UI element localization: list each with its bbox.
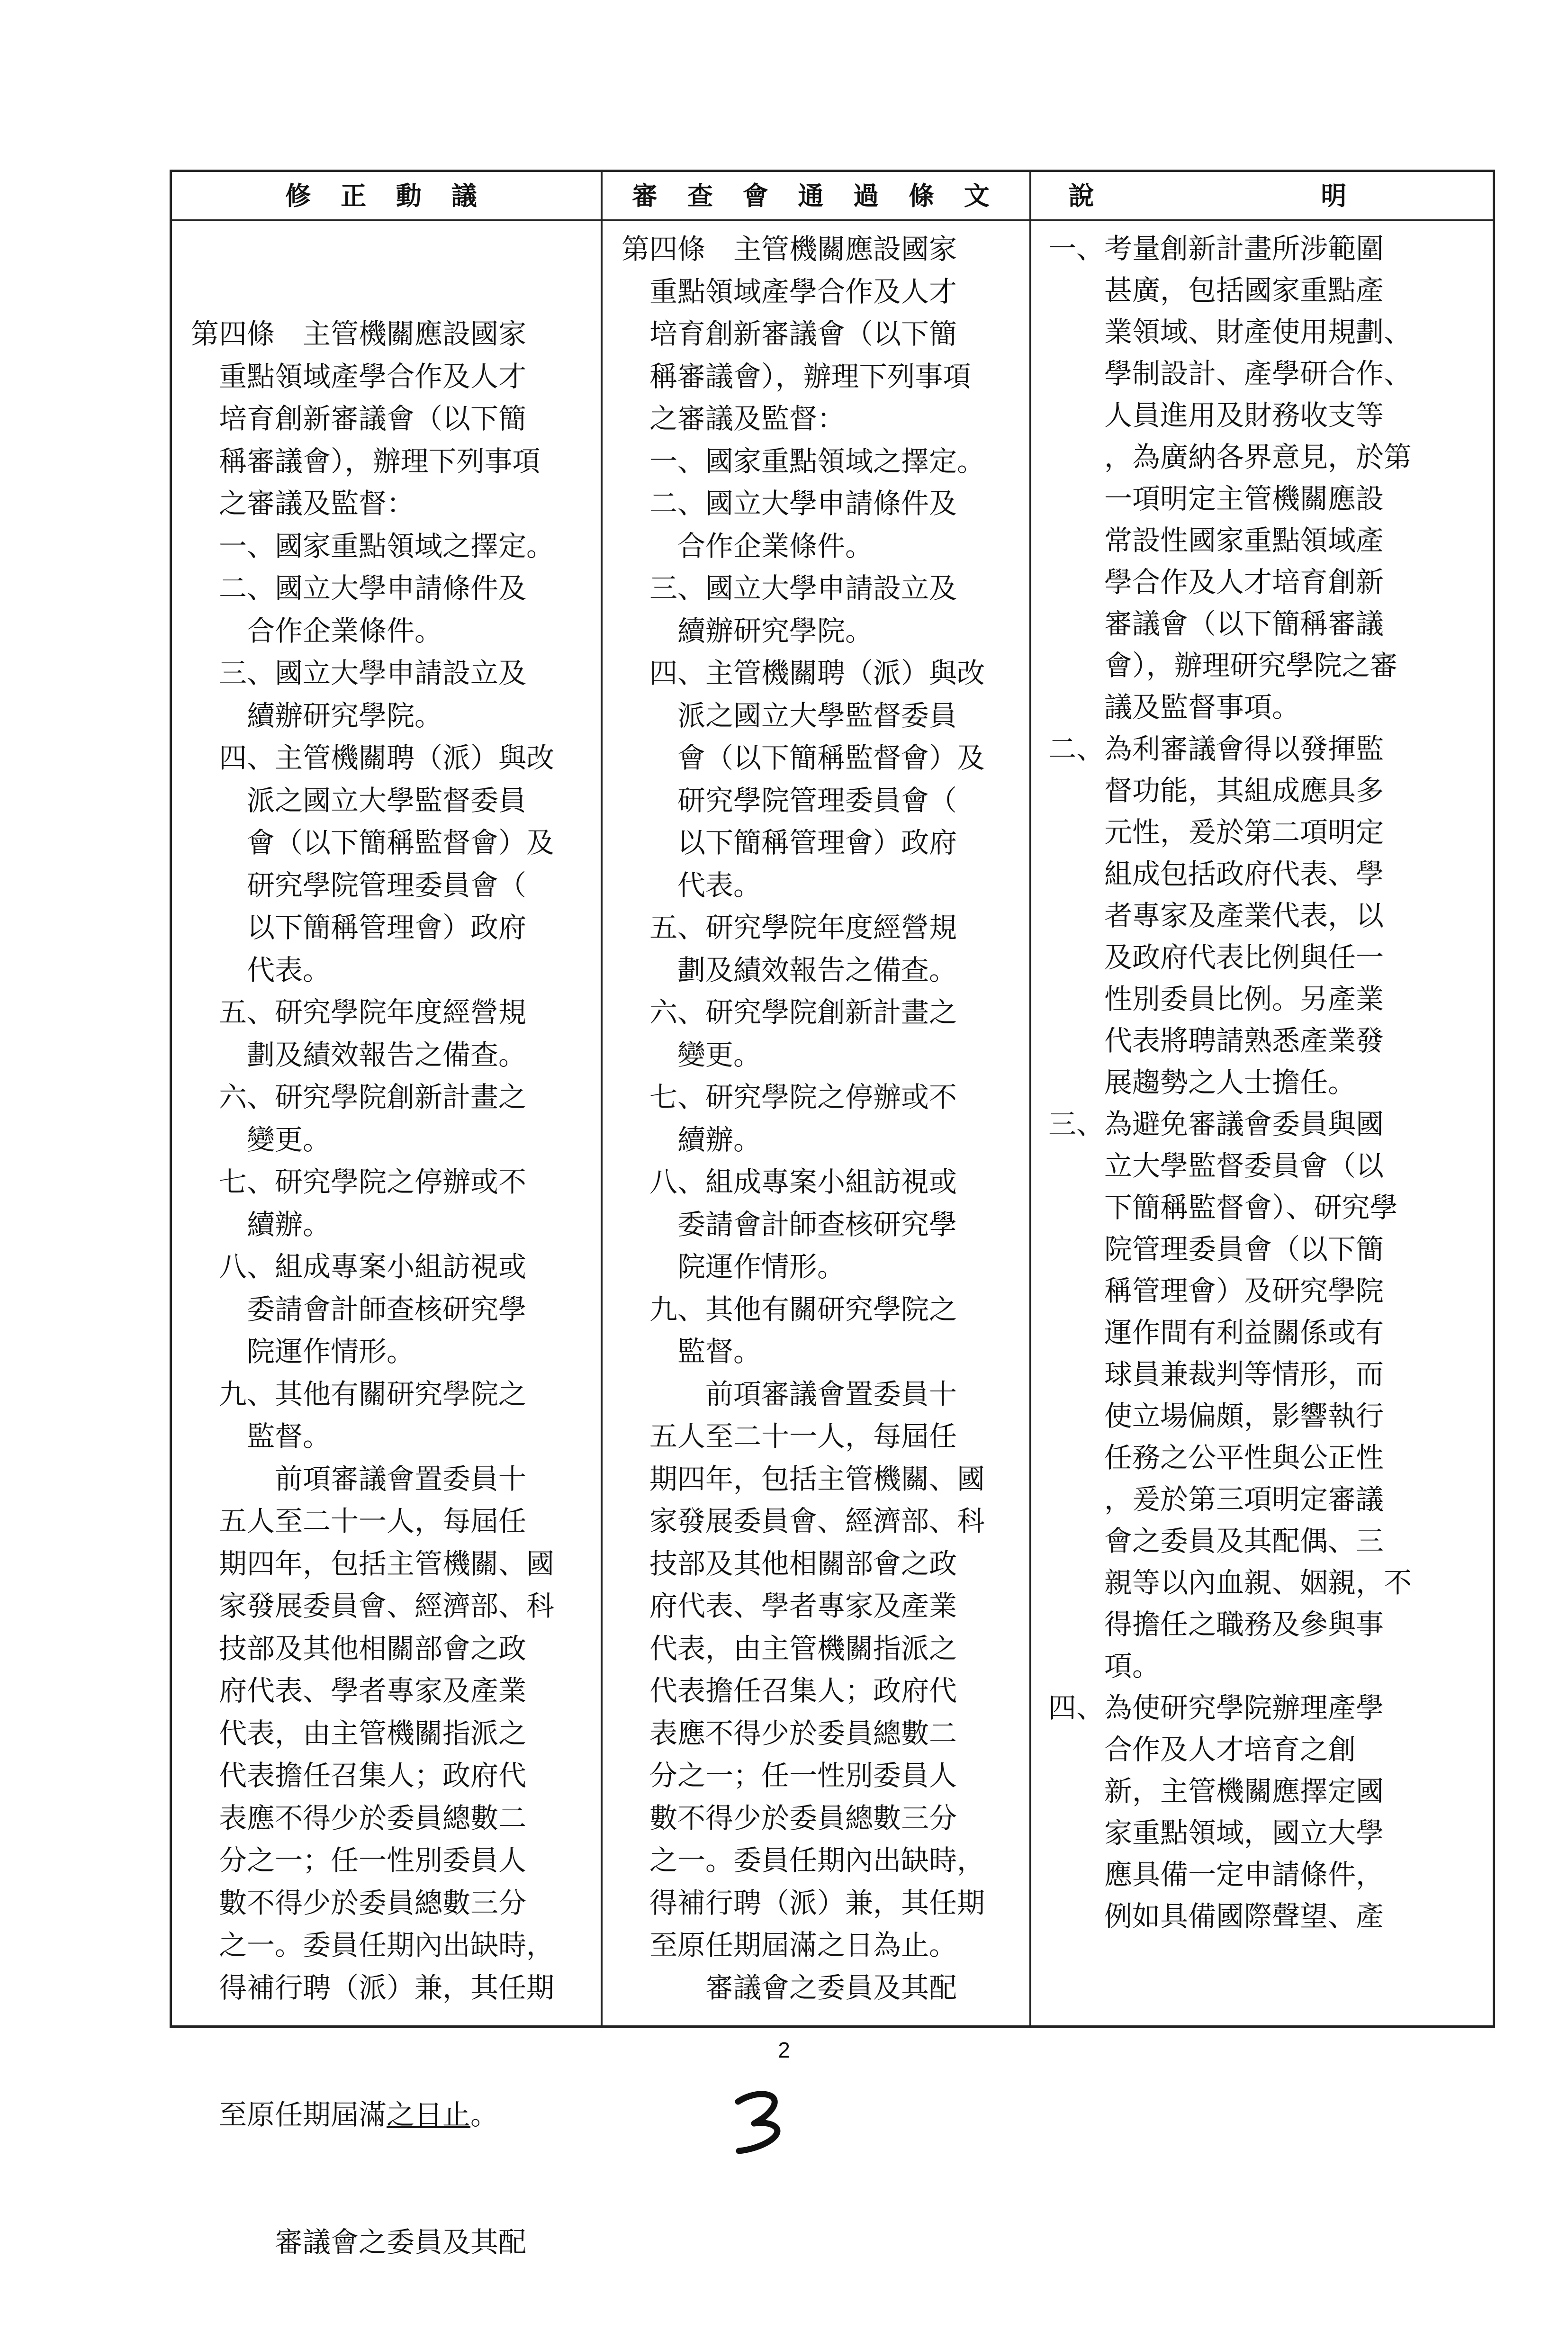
explanation-text-line: ，爰於第三項明定審議 [1048, 1483, 1384, 1516]
explanation-text-line: 使立場偏頗，影響執行 [1048, 1400, 1384, 1432]
committee-text-line: 二、國立大學申請條件及 [622, 487, 957, 520]
amendment-lines-line: 技部及其他相關部會之政 [191, 1632, 527, 1665]
explanation-text-line: 應具備一定申請條件， [1048, 1858, 1384, 1891]
explanation-text-line: 得擔任之職務及參與事 [1048, 1608, 1384, 1641]
committee-text-line: 府代表、學者專家及產業 [622, 1589, 957, 1622]
amendment-lines-line: 監督。 [191, 1420, 331, 1453]
explanation-text-line: 家重點領域，國立大學 [1048, 1816, 1384, 1849]
committee-text-line: 七、研究學院之停辦或不 [622, 1081, 957, 1113]
committee-text-line: 會（以下簡稱監督會）及 [622, 741, 985, 774]
explanation-text-line: 會），辦理研究學院之審 [1048, 649, 1398, 682]
amendment-lines-line: 會（以下簡稱監督會）及 [191, 826, 555, 859]
committee-text-line: 審議會之委員及其配 [622, 1971, 957, 2004]
explanation-text-line: 學制設計、產學研合作、 [1048, 357, 1412, 390]
amendment-lines-line: 家發展委員會、經濟部、科 [191, 1589, 555, 1622]
explanation-text-line: 球員兼裁判等情形，而 [1048, 1358, 1384, 1391]
explanation-text-line: 新，主管機關應擇定國 [1048, 1775, 1384, 1807]
amendment-lines [191, 313, 592, 2009]
committee-text-line: 八、組成專案小組訪視或 [622, 1165, 957, 1198]
amendment-line-last: 審議會之委員及其配 [191, 2225, 527, 2258]
explanation-text-line: 組成包括政府代表、學 [1048, 858, 1384, 890]
amendment-lines-line: 續辦研究學院。 [191, 699, 443, 732]
committee-text-line: 續辦。 [622, 1123, 762, 1156]
explanation-text-line: 院管理委員會（以下簡 [1048, 1233, 1384, 1265]
explanation-text-line: 立大學監督委員會（以 [1048, 1149, 1384, 1182]
amendment-header: 修 正 動 議 [172, 172, 601, 221]
explanation-text-line: 一項明定主管機關應設 [1048, 482, 1384, 515]
amendment-lines-line: 六、研究學院創新計畫之 [191, 1081, 527, 1113]
committee-text-line: 九、其他有關研究學院之 [622, 1292, 957, 1326]
amendment-lines-line: 表應不得少於委員總數二 [191, 1801, 527, 1834]
committee-text-line: 代表，由主管機關指派之 [622, 1632, 957, 1665]
explanation-text-line: 任務之公平性與公正性 [1048, 1441, 1384, 1474]
amendment-lines-line: 院運作情形。 [191, 1335, 415, 1368]
explanation-text-line: 合作及人才培育之創 [1048, 1733, 1356, 1766]
amendment-lines-line: 代表。 [191, 953, 331, 986]
amendment-lines-line: 代表擔任召集人；政府代 [191, 1759, 527, 1792]
committee-text-line: 監督。 [622, 1335, 762, 1368]
committee-text-line: 數不得少於委員總數三分 [622, 1801, 957, 1834]
committee-text-line: 表應不得少於委員總數二 [622, 1716, 957, 1750]
amendment-lines-line: 之一。委員任期內出缺時， [191, 1929, 555, 1961]
amendment-underlined-text: 之日止 [387, 2098, 471, 2131]
explanation-text-line: 二、為利審議會得以發揮監 [1048, 732, 1384, 765]
amendment-lines-line: 之審議及監督： [191, 487, 415, 520]
amendment-lines-line: 九、其他有關研究學院之 [191, 1377, 527, 1410]
explanation-text-line: 常設性國家重點領域產 [1048, 524, 1384, 557]
amendment-lines-line: 四、主管機關聘（派）與改 [191, 741, 555, 774]
committee-text-line: 得補行聘（派）兼，其任期 [622, 1886, 985, 1919]
amendment-lines-line: 派之國立大學監督委員 [191, 784, 527, 817]
committee-text-line: 期四年，包括主管機關、國 [622, 1462, 985, 1495]
amendment-lines-line: 委請會計師查核研究學 [191, 1292, 527, 1326]
explanation-text-line: 性別委員比例。另產業 [1048, 983, 1384, 1015]
committee-text-line: 之一。委員任期內出缺時， [622, 1844, 985, 1877]
page-number: 2 [778, 2038, 790, 2062]
amendment-lines-line: 研究學院管理委員會（ [191, 868, 527, 902]
explanation-text-line: 四、為使研究學院辦理產學 [1048, 1691, 1384, 1724]
committee-text-line: 之審議及監督： [622, 402, 846, 435]
committee-text-line: 培育創新審議會（以下簡 [622, 317, 957, 350]
amendment-lines-line: 分之一；任一性別委員人 [191, 1844, 527, 1877]
explanation-text-line: 展趨勢之人士擔任。 [1048, 1066, 1356, 1099]
explanation-text-line: 及政府代表比例與任一 [1048, 941, 1384, 974]
amendment-lines-line: 三、國立大學申請設立及 [191, 657, 527, 689]
committee-text-line: 研究學院管理委員會（ [622, 784, 957, 817]
amendment-lines-line: 合作企業條件。 [191, 614, 443, 647]
committee-text-line: 五、研究學院年度經營規 [622, 911, 957, 944]
amendment-lines-line: 前項審議會置委員十 [191, 1462, 527, 1495]
committee-text-line: 院運作情形。 [622, 1250, 846, 1283]
amendment-column [172, 172, 601, 2258]
committee-text-line: 六、研究學院創新計畫之 [622, 996, 957, 1029]
explanation-text-line: 例如具備國際聲望、產 [1048, 1900, 1384, 1933]
committee-text-line: 分之一；任一性別委員人 [622, 1759, 957, 1792]
amendment-lines-line: 府代表、學者專家及產業 [191, 1674, 527, 1707]
explanation-text-line: 項。 [1048, 1650, 1161, 1682]
handwritten-mark [725, 2085, 801, 2156]
explanation-text-line: 人員進用及財務收支等 [1048, 399, 1384, 432]
amendment-lines-line: 八、組成專案小組訪視或 [191, 1250, 527, 1283]
explanation-text-line: 督功能，其組成應具多 [1048, 774, 1384, 807]
explanation-text-line: 學合作及人才培育創新 [1048, 566, 1384, 598]
amendment-lines-line: 二、國立大學申請條件及 [191, 572, 527, 605]
explanation-text-line: 議及監督事項。 [1048, 691, 1300, 723]
committee-text-line: 家發展委員會、經濟部、科 [622, 1505, 985, 1537]
explanation-text-line: 三、為避免審議會委員與國 [1048, 1108, 1384, 1140]
explanation-text-line: 者專家及產業代表，以 [1048, 899, 1384, 932]
explanation-text-line: 一、考量創新計畫所涉範圍 [1048, 232, 1384, 265]
committee-text-line: 合作企業條件。 [622, 529, 874, 562]
explanation-text-line: 親等以內血親、姻親，不 [1048, 1566, 1412, 1599]
amendment-lines-line: 重點領域產學合作及人才 [191, 360, 527, 393]
amendment-lines-line: 第四條 主管機關應設國家 [191, 317, 527, 350]
explanation-header: 說 明 [1031, 172, 1493, 221]
committee-column [601, 172, 1029, 2025]
explanation-text-line: ，為廣納各界意見，於第 [1048, 441, 1412, 473]
explanation-text-line: 甚廣，包括國家重點產 [1048, 274, 1384, 307]
committee-text-line: 四、主管機關聘（派）與改 [622, 657, 985, 689]
amendment-lines-line: 培育創新審議會（以下簡 [191, 402, 527, 435]
committee-text-line: 五人至二十一人，每屆任 [622, 1420, 957, 1453]
committee-text-line: 代表擔任召集人；政府代 [622, 1674, 957, 1707]
explanation-text-line: 審議會（以下簡稱審議 [1048, 607, 1384, 640]
committee-text-line: 稱審議會），辦理下列事項 [622, 360, 971, 393]
committee-text-line: 前項審議會置委員十 [622, 1377, 957, 1410]
committee-text-line: 三、國立大學申請設立及 [622, 572, 957, 605]
committee-text-line: 重點領域產學合作及人才 [622, 275, 957, 308]
committee-text-line: 以下簡稱管理會）政府 [622, 826, 957, 859]
amendment-line-tail: 至原任期屆滿之日止。 [191, 2098, 499, 2131]
explanation-text-line: 業領域、財產使用規劃、 [1048, 316, 1412, 348]
amendment-lines-line: 五人至二十一人，每屆任 [191, 1505, 527, 1537]
amendment-lines-line: 以下簡稱管理會）政府 [191, 911, 527, 944]
amendment-lines-line: 稱審議會），辦理下列事項 [191, 444, 541, 478]
committee-text [622, 228, 1021, 2009]
explanation-text-line: 下簡稱監督會）、研究學 [1048, 1191, 1398, 1224]
committee-text-line: 一、國家重點領域之擇定。 [622, 444, 985, 478]
comparison-table [170, 170, 1495, 2258]
amendment-lines-line: 代表，由主管機關指派之 [191, 1716, 527, 1750]
committee-text-line: 續辦研究學院。 [622, 614, 874, 647]
explanation-text-line: 會之委員及其配偶、三 [1048, 1525, 1384, 1557]
explanation-text-line: 元性，爰於第二項明定 [1048, 816, 1384, 849]
committee-header: 審 查 會 通 過 條 文 [603, 172, 1029, 221]
explanation-text-line: 稱管理會）及研究學院 [1048, 1274, 1384, 1307]
explanation-column [1029, 172, 1493, 2025]
committee-text-line: 第四條 主管機關應設國家 [622, 233, 957, 265]
amendment-lines-line: 續辦。 [191, 1208, 331, 1241]
committee-text-line: 代表。 [622, 868, 762, 902]
committee-text-line: 至原任期屆滿之日為止。 [622, 1929, 957, 1961]
amendment-lines-line: 七、研究學院之停辦或不 [191, 1165, 527, 1198]
amendment-lines-line: 劃及績效報告之備查。 [191, 1038, 527, 1071]
committee-text-line: 委請會計師查核研究學 [622, 1208, 957, 1241]
committee-text-line: 技部及其他相關部會之政 [622, 1547, 957, 1580]
amendment-lines-line: 變更。 [191, 1123, 331, 1156]
amendment-lines-line: 期四年，包括主管機關、國 [191, 1547, 555, 1580]
explanation-text-line: 代表將聘請熟悉產業發 [1048, 1024, 1384, 1057]
amendment-text [191, 228, 592, 2348]
amendment-lines-line: 一、國家重點領域之擇定。 [191, 529, 555, 562]
committee-text-line: 劃及績效報告之備查。 [622, 953, 957, 986]
amendment-lines-line: 五、研究學院年度經營規 [191, 996, 527, 1029]
explanation-text-line: 運作間有利益關係或有 [1048, 1316, 1384, 1349]
explanation-text [1048, 228, 1484, 1937]
committee-text-line: 派之國立大學監督委員 [622, 699, 957, 732]
committee-text-line: 變更。 [622, 1038, 762, 1071]
amendment-lines-line: 數不得少於委員總數三分 [191, 1886, 527, 1919]
amendment-lines-line: 得補行聘（派）兼，其任期 [191, 1971, 555, 2004]
